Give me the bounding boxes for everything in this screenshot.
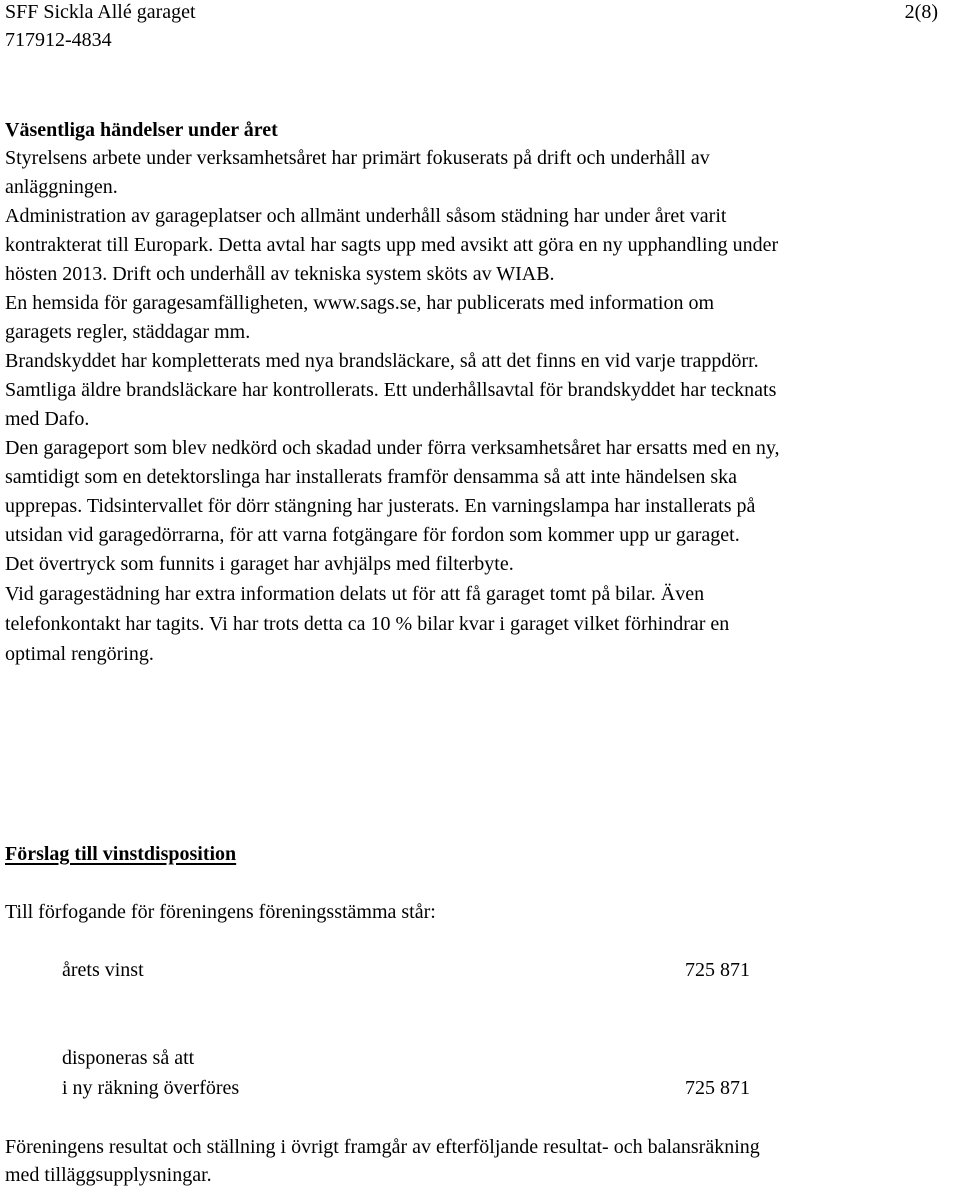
section-heading-profit-disposition: Förslag till vinstdisposition (5, 843, 237, 865)
body-line: optimal rengöring. (5, 643, 154, 665)
carry-forward-value: 725 871 (685, 1077, 750, 1099)
header-title: SFF Sickla Allé garaget (5, 1, 196, 23)
body-line: Vid garagestädning har extra information delats ut för att få garaget tomt på bilar. Även (5, 583, 705, 605)
body-line: Den garageport som blev nedkörd och skadad under förra verksamhetsåret har ersatts med en ny, (5, 437, 780, 459)
dispose-label: disponeras så att (62, 1047, 195, 1069)
body-line: Administration av garageplatser och allmänt underhåll såsom städning har under året varit (5, 205, 727, 227)
body-line: garagets regler, städdagar mm. (5, 321, 251, 343)
page-number: 2(8) (904, 1, 938, 23)
body-line: upprepas. Tidsintervallet för dörr stängning har justerats. En varningslampa har installerats på (5, 495, 756, 517)
body-line: Samtliga äldre brandsläckare har kontrollerats. Ett underhållsavtal för brandskyddet har tecknats (5, 379, 777, 401)
closing-line: Föreningens resultat och ställning i övrigt framgår av efterföljande resultat- och balansräkning (5, 1136, 760, 1158)
body-line: anläggningen. (5, 176, 118, 198)
section-heading-events: Väsentliga händelser under året (5, 119, 278, 141)
header-org-number: 717912-4834 (5, 29, 112, 51)
closing-line: med tilläggsupplysningar. (5, 1164, 212, 1186)
body-line: Brandskyddet har kompletterats med nya brandsläckare, så att det finns en vid varje trappdörr. (5, 350, 759, 372)
disposition-intro: Till förfogande för föreningens föreningsstämma står: (5, 901, 436, 923)
body-line: En hemsida för garagesamfälligheten, www.sags.se, har publicerats med information om (5, 292, 715, 314)
body-line: telefonkontakt har tagits. Vi har trots detta ca 10 % bilar kvar i garaget vilket förhindrar en (5, 613, 730, 635)
body-line: Styrelsens arbete under verksamhetsåret har primärt fokuserats på drift och underhåll av (5, 147, 710, 169)
carry-forward-label: i ny räkning överföres (62, 1077, 240, 1099)
profit-value: 725 871 (685, 959, 750, 981)
body-line: kontrakterat till Europark. Detta avtal har sagts upp med avsikt att göra en ny upphandling under (5, 234, 779, 256)
profit-label: årets vinst (62, 959, 144, 981)
body-line: hösten 2013. Drift och underhåll av tekniska system sköts av WIAB. (5, 263, 555, 285)
body-line: med Dafo. (5, 408, 90, 430)
body-line: Det övertryck som funnits i garaget har avhjälps med filterbyte. (5, 553, 514, 575)
body-line: samtidigt som en detektorslinga har installerats framför densamma så att inte händelsen ska (5, 466, 738, 488)
body-line: utsidan vid garagedörrarna, för att varna fotgängare för fordon som kommer upp ur garaget. (5, 524, 740, 546)
